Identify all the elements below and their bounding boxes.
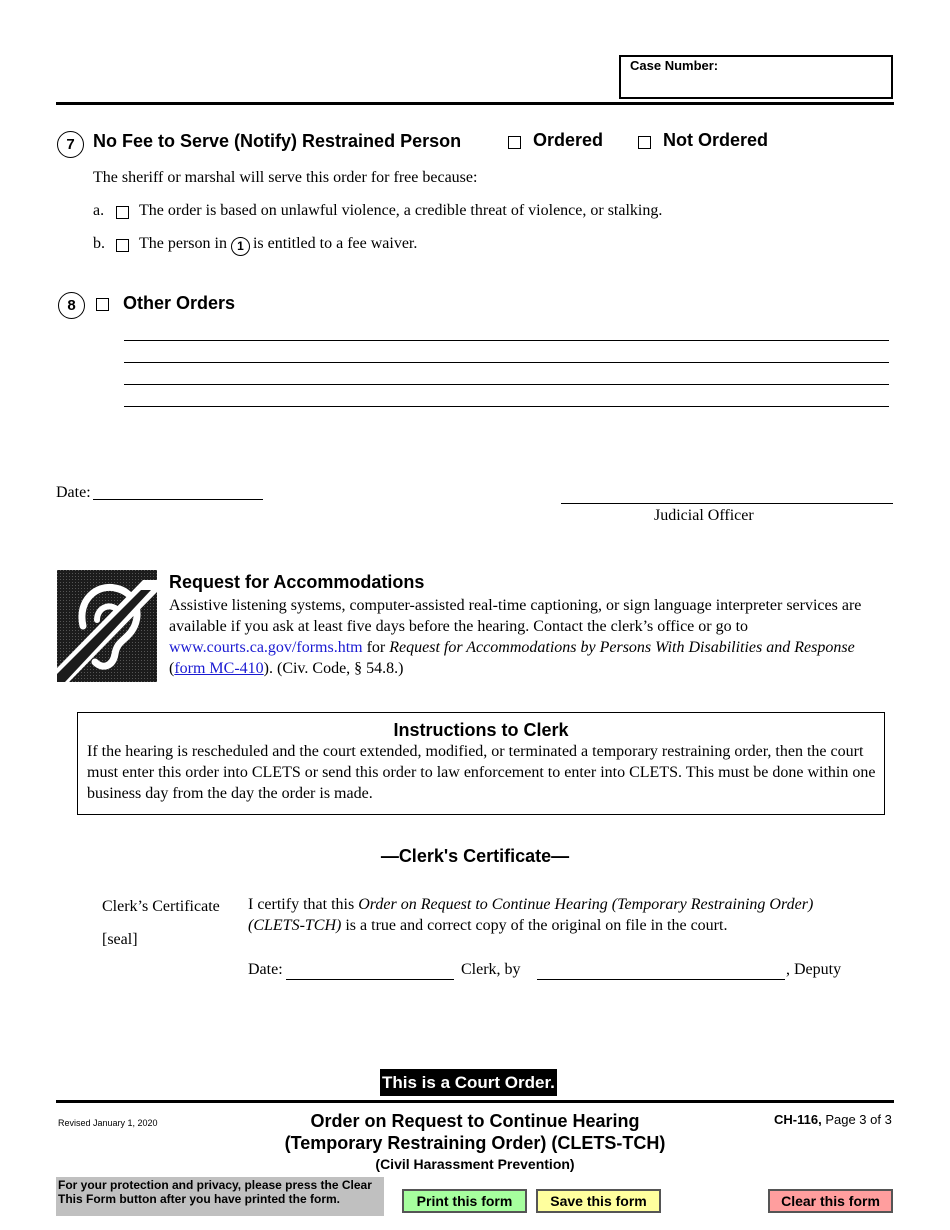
seal-label: [seal] [102, 931, 138, 948]
save-form-button[interactable]: Save this form [536, 1189, 661, 1213]
form-subtitle: (Civil Harassment Prevention) [375, 1156, 575, 1172]
revised-date: Revised January 1, 2020 [58, 1118, 158, 1128]
other-orders-checkbox[interactable] [96, 298, 109, 311]
deputy-label: , Deputy [786, 961, 842, 978]
form-page-info [774, 1112, 892, 1127]
courts-website-link[interactable]: www.courts.ca.gov/forms.htm [169, 639, 363, 656]
clerk-signature-line[interactable] [537, 979, 785, 980]
ordered-checkbox[interactable] [508, 136, 521, 149]
accommodations-text-3: ). (Civ. Code, § 54.8.) [263, 660, 404, 677]
item-b-text-pre: The person in [139, 235, 227, 252]
not-ordered-label: Not Ordered [663, 130, 769, 150]
print-form-button[interactable]: Print this form [402, 1189, 527, 1213]
accommodations-title: Request for Accommodations [169, 572, 425, 592]
date-label: Date: [56, 484, 91, 501]
case-number-label: Case Number: [630, 58, 719, 73]
other-orders-line[interactable] [124, 384, 889, 385]
item-b-ref-number: 1 [231, 237, 250, 256]
page-number: Page 3 of 3 [825, 1112, 892, 1127]
ordered-label: Ordered [533, 130, 604, 150]
footer-rule [56, 1100, 894, 1103]
clerk-certificate-heading: —Clerk's Certificate— [380, 846, 570, 866]
clerk-by-label: Clerk, by [461, 961, 521, 978]
item-a-marker: a. [93, 202, 105, 219]
form-title-line-2: (Temporary Restraining Order) (CLETS-TCH) [284, 1133, 666, 1153]
form-title-line-1: Order on Request to Continue Hearing [310, 1111, 640, 1131]
privacy-note: For your protection and privacy, please press the Clear This Form button after you have printed the form. [56, 1177, 384, 1216]
cert-text-post: is a true and correct copy of the original on file in the court. [345, 917, 728, 934]
item-b-text [139, 235, 417, 256]
cert-order-title: Order on Request to Continue Hearing (Temporary Restraining Order) (CLETS-TCH) [248, 896, 814, 934]
instructions-text: If the hearing is rescheduled and the court extended, modified, or terminated a temporary restraining order, then the court must enter this order into CLETS or send this order to law enforcement to enter into CLETS. This must be done within one business day from the day the order is made. [87, 743, 876, 802]
accommodations-paren: ( [169, 660, 175, 677]
item-a-text: The order is based on unlawful violence, a credible threat of violence, or stalking. [139, 202, 663, 219]
date-line[interactable] [93, 499, 263, 500]
judicial-officer-label: Judicial Officer [654, 507, 754, 524]
item-a-checkbox[interactable] [116, 206, 129, 219]
court-order-banner: This is a Court Order. [380, 1069, 557, 1096]
accommodations-text [169, 595, 894, 679]
cert-text-pre: I certify that this [248, 896, 355, 913]
case-number-input[interactable] [630, 75, 884, 97]
item-b-text-post: is entitled to a fee waiver. [252, 235, 418, 252]
accommodations-text-1: Assistive listening systems, computer-assisted real-time captioning, or sign language interpreter services are available if you ask at least five days before the hearing. Contact the clerk’s office or go to [169, 597, 862, 635]
accommodations-text-2: for [366, 639, 386, 656]
header-rule [56, 102, 894, 105]
section-8-title: Other Orders [123, 293, 236, 313]
form-mc410-link[interactable]: form MC-410 [174, 660, 264, 677]
instructions-to-clerk-box [77, 712, 885, 815]
item-b-marker: b. [93, 235, 105, 252]
other-orders-line[interactable] [124, 362, 889, 363]
clerk-certificate-side-label: Clerk’s Certificate [102, 898, 220, 915]
form-code: CH-116, [774, 1112, 822, 1127]
section-7-title: No Fee to Serve (Notify) Restrained Person [93, 131, 462, 151]
clear-form-button[interactable]: Clear this form [768, 1189, 893, 1213]
judicial-officer-signature-line[interactable] [561, 503, 893, 504]
section-7-intro: The sheriff or marshal will serve this order for free because: [93, 169, 478, 186]
item-b-checkbox[interactable] [116, 239, 129, 252]
section-8-number: 8 [58, 292, 85, 319]
hearing-assist-ear-icon [57, 570, 157, 682]
accommodations-italic-title: Request for Accommodations by Persons With Disabilities and Response [389, 639, 855, 656]
clerk-date-label: Date: [248, 961, 283, 978]
section-7-number: 7 [57, 131, 84, 158]
not-ordered-checkbox[interactable] [638, 136, 651, 149]
other-orders-line[interactable] [124, 340, 889, 341]
certification-text [248, 894, 848, 936]
instructions-title: Instructions to Clerk [393, 720, 569, 740]
case-number-box [619, 55, 893, 99]
clerk-date-line[interactable] [286, 979, 454, 980]
other-orders-line[interactable] [124, 406, 889, 407]
